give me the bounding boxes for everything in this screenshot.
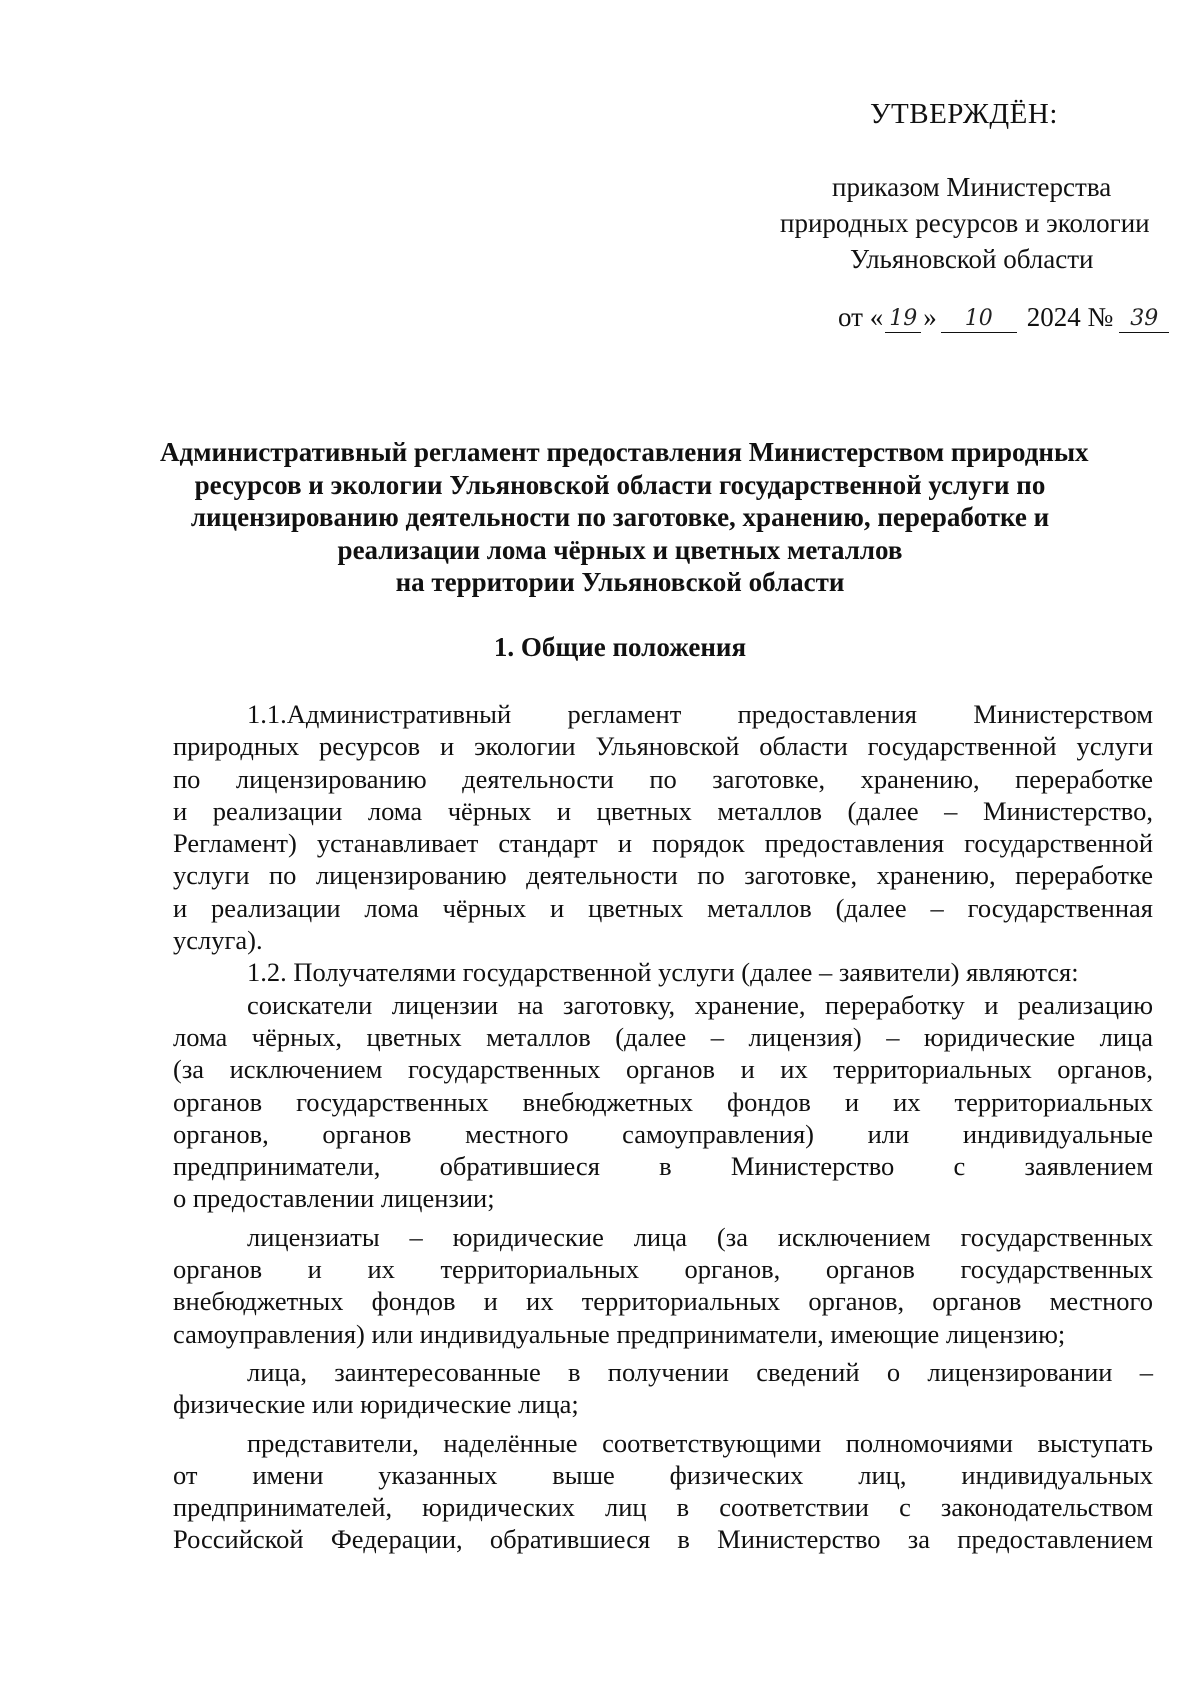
body-line: (за исключением государственных органов и их территориальных органов, xyxy=(173,1054,1153,1085)
body-line: лицензиаты – юридические лица (за исключением государственных xyxy=(247,1221,1153,1252)
body-line: 1.1.Административный регламент предоставления Министерством xyxy=(247,699,1153,729)
approval-line: Ульяновской области xyxy=(850,244,1094,274)
body-line: представители, наделённые соответствующими полномочиями выступать xyxy=(247,1427,1153,1458)
body-line: Российской Федерации, обратившиеся в Министерство за предоставлением xyxy=(173,1524,1153,1555)
body-line: 1.2. Получателями государственной услуги (далее – заявители) являются: xyxy=(247,957,1079,988)
body-line: природных ресурсов и экологии Ульяновской области государственной услуги xyxy=(173,731,1153,762)
body-line: органов государственных внебюджетных фондов и их территориальных xyxy=(173,1086,1153,1117)
body-line: услуга). xyxy=(173,925,263,956)
approval-line: природных ресурсов и экологии xyxy=(780,208,1150,238)
body-line: физические или юридические лица; xyxy=(173,1389,579,1420)
date-close: » xyxy=(923,302,937,332)
section-heading: 1. Общие положения xyxy=(493,632,747,662)
body-line: органов и их территориальных органов, органов государственных xyxy=(173,1254,1153,1285)
body-line: и реализации лома чёрных и цветных металлов (далее – Министерство, xyxy=(173,795,1153,826)
date-prefix: от « xyxy=(838,302,884,332)
body-line: о предоставлении лицензии; xyxy=(173,1183,495,1214)
handwritten-order-number: 39 xyxy=(1119,306,1169,333)
document-title xyxy=(160,436,1089,599)
body-line: соискатели лицензии на заготовку, хранение, переработку и реализацию xyxy=(247,989,1153,1020)
body-line: лома чёрных, цветных металлов (далее – лицензия) – юридические лица xyxy=(173,1021,1153,1052)
body-line: по лицензированию деятельности по заготовке, хранению, переработке xyxy=(173,763,1153,794)
year-and-number-sign: 2024 № xyxy=(1026,302,1114,332)
body-line: лица, заинтересованные в получении сведений о лицензировании – xyxy=(247,1356,1153,1387)
body-line: предпринимателей, юридических лиц в соответствии с законодательством xyxy=(173,1492,1153,1523)
body-line: самоуправления) или индивидуальные предприниматели, имеющие лицензию; xyxy=(173,1318,1066,1349)
approval-heading: УТВЕРЖДЁН: xyxy=(870,98,1058,130)
order-date-row xyxy=(838,302,1169,333)
body-line: органов, органов местного самоуправления) или индивидуальные xyxy=(173,1118,1153,1149)
title-line: Административный регламент предоставления Министерством природных xyxy=(160,437,1089,467)
approval-line: приказом Министерства xyxy=(832,172,1112,202)
title-line: ресурсов и экологии Ульяновской области государственной услуги по xyxy=(194,469,1046,500)
body-line: Регламент) устанавливает стандарт и порядок предоставления государственной xyxy=(173,828,1153,859)
handwritten-month: 10 xyxy=(941,306,1017,333)
body-line: и реализации лома чёрных и цветных металлов (далее – государственная xyxy=(173,892,1153,923)
body-line: от имени указанных выше физических лиц, индивидуальных xyxy=(173,1459,1153,1490)
body-line: предприниматели, обратившиеся в Министерство с заявлением xyxy=(173,1151,1153,1182)
document-body xyxy=(173,698,1153,1556)
title-line: реализации лома чёрных и цветных металлов xyxy=(337,534,903,565)
body-line: внебюджетных фондов и их территориальных органов, органов местного xyxy=(173,1286,1153,1317)
body-line: услуги по лицензированию деятельности по заготовке, хранению, переработке xyxy=(173,860,1153,891)
title-line: на территории Ульяновской области xyxy=(395,567,845,597)
title-line: лицензированию деятельности по заготовке, хранению, переработке и xyxy=(190,502,1050,532)
handwritten-day: 19 xyxy=(885,306,921,333)
